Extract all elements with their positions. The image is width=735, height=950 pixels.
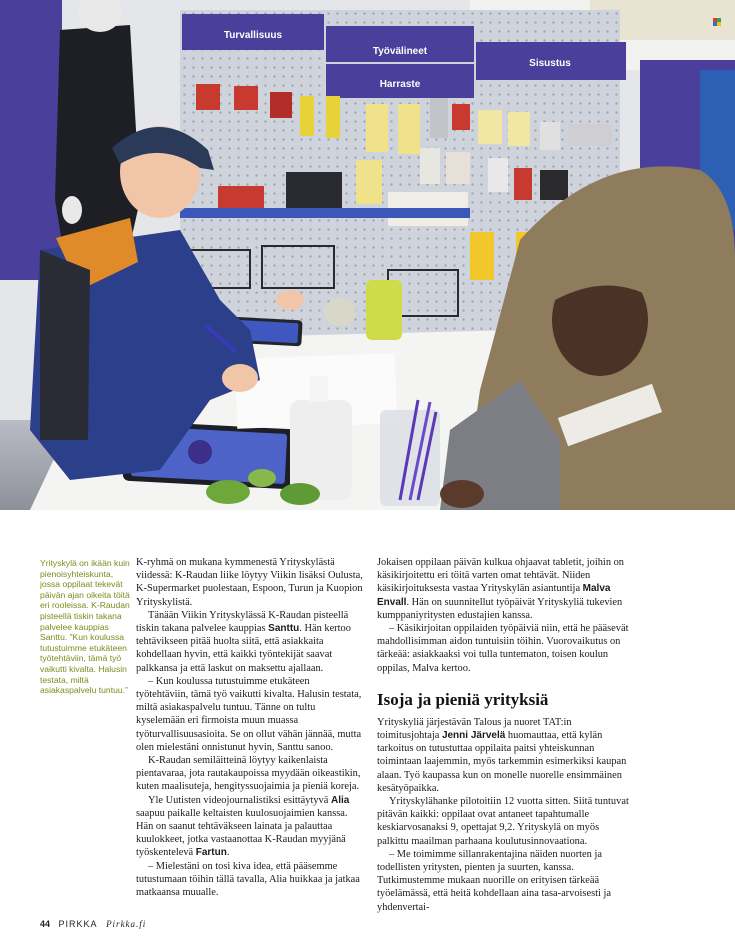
paragraph: Yrityskylähanke pilotoitiin 12 vuotta sitten. Siitä tuntuvat pitävän kaikki: oppilaat ovat antaneet tapahtumalle keskiarvosanaksi 9, opettajat 9,2. Yrityskylä on myös palkittu maailman parhaana koulutusinnovaationa.: [377, 796, 629, 847]
paragraph: – Kun koulussa tutustuimme etukäteen työtehtäviin, tämä työ vaikutti kivalta. Halusin testata, miltä asiakaspalvelu tuntuu. Tänne on tultu kyselemään eri firmoista muun muassa työturvallisuusasioita. Se on ollut vähän jännää, mutta olen mielestäni onnistunut hyvin, Santtu sanoo.: [136, 675, 362, 753]
sign-harraste: Harraste: [379, 79, 421, 90]
page-footer: [40, 919, 146, 929]
person-name-alia: Alia: [330, 794, 350, 806]
person-name-malva: Malva Envall: [377, 583, 611, 608]
paragraph: Yle Uutisten videojournalistiksi esittäytyvä Alia saapuu paikalle keltaisten kuulosuojaimien kanssa. Hän on saanut tehtäväkseen lainata ja palauttaa kuulokkeet, jotka vastaanottaa K-Raudan myyjänä työskentelevä Fartun.: [136, 794, 350, 859]
person-name-fartun: Fartun: [195, 847, 227, 859]
article-column-middle: [136, 556, 364, 899]
paragraph: Tänään Viikin Yrityskylässä K-Raudan pisteellä tiskin takana palvelee kauppias Santtu. Hän kertoo tehtävikseen pitää huolta siitä, että asiakkaita kohdellaan hyvin, että kaikki työntekijät saavat palkkansa ja että laskut on maksettu ajallaan.: [136, 609, 351, 674]
person-name-jenni: Jenni Järvelä: [441, 730, 506, 742]
paragraph: – Käsikirjoitan oppilaiden työpäiviä niin, että he pääsevät mahdollisimman aidon tuntuisiin töihin. Vuorovaikutus on tärkeää: asiakkaaksi voi tulla tuntematon, toisen koulun oppilas, Malva kertoo.: [377, 623, 629, 674]
paragraph: K-Raudan semiläitteinä löytyy kaikenlaista pientavaraa, jota rautakaupoissa myydään oikeastikin, kuten maalisuteja, hengityssuojaimia ja pieniä koreja.: [136, 755, 361, 793]
section-heading: Isoja ja pieniä yrityksiä: [377, 689, 549, 709]
paragraph: K-ryhmä on mukana kymmenestä Yrityskylästä viidessä: K-Raudan liike löytyy Viikin lisäksi Oulusta, K-Supermarket puolestaan, Espoon, Turun ja Kuopion Yrityskylistä.: [136, 557, 363, 608]
sign-tyovalineet: Työvälineet: [372, 46, 428, 57]
website-link[interactable]: Pirkka.fi: [106, 919, 147, 929]
page-number: 44: [40, 919, 51, 929]
brand-logo-icon: [713, 18, 721, 26]
paragraph: – Mielestäni on tosi kiva idea, että pääsemme tutustumaan töihin tällä tavalla, Alia huikkaa ja jatkaa matkaansa muualle.: [136, 860, 360, 899]
sign-turvallisuus: Turvallisuus: [223, 30, 283, 41]
person-name-santtu: Santtu: [268, 623, 300, 635]
photo-caption: Yrityskylä on ikään kuin pienoisyhteiskunta, jossa oppilaat tekevät päivän ajan oikeita töitä eri rooleissa. K-Raudan pisteellä tiskin takana palvelee kauppias Santtu. ”Kun koulussa tutustuimme etukäteen työtehtäviin, tämä työ vaikutti kivalta. Halusin testata, miltä asiakaspalvelu tuntuu.”: [40, 558, 130, 696]
paragraph: Yrityskyliä järjestävän Talous ja nuoret TAT:in toimitusjohtaja Jenni Järvelä huomauttaa, että kylän tarkoitus on tutustuttaa oppilaita paitsi yhteiskunnan toimintaan laajemmin, myös tarkemmin esimerkiksi kaupan alaan. Työ kaupassa kun on monelle nuorelle ensimmäinen kesätyöpaikka.: [377, 716, 627, 794]
article-column-right: [377, 556, 631, 914]
paragraph: – Me toimimme sillanrakentajina näiden nuorten ja todellisten yritysten, pienten ja suurten, kanssa. Tutkimustemme mukaan nuorille on erityisen tärkeää työelämässä, että heitä kohdellaan aina tasa-arvoisesti ja yhdenvertai-: [377, 848, 611, 913]
paragraph: Jokaisen oppilaan päivän kulkua ohjaavat tabletit, joihin on käsikirjoitettu eri töitä varten omat tehtävät. Niiden käsikirjoituksesta vastaa Yrityskylän asiantuntija Malva Envall. Hän on suunnitellut työpäivät Yrityskyliä tukevien kumppaniyritysten edustajien kanssa.: [377, 557, 625, 621]
magazine-name: PIRKKA: [58, 919, 98, 929]
sign-sisustus: Sisustus: [529, 58, 571, 69]
